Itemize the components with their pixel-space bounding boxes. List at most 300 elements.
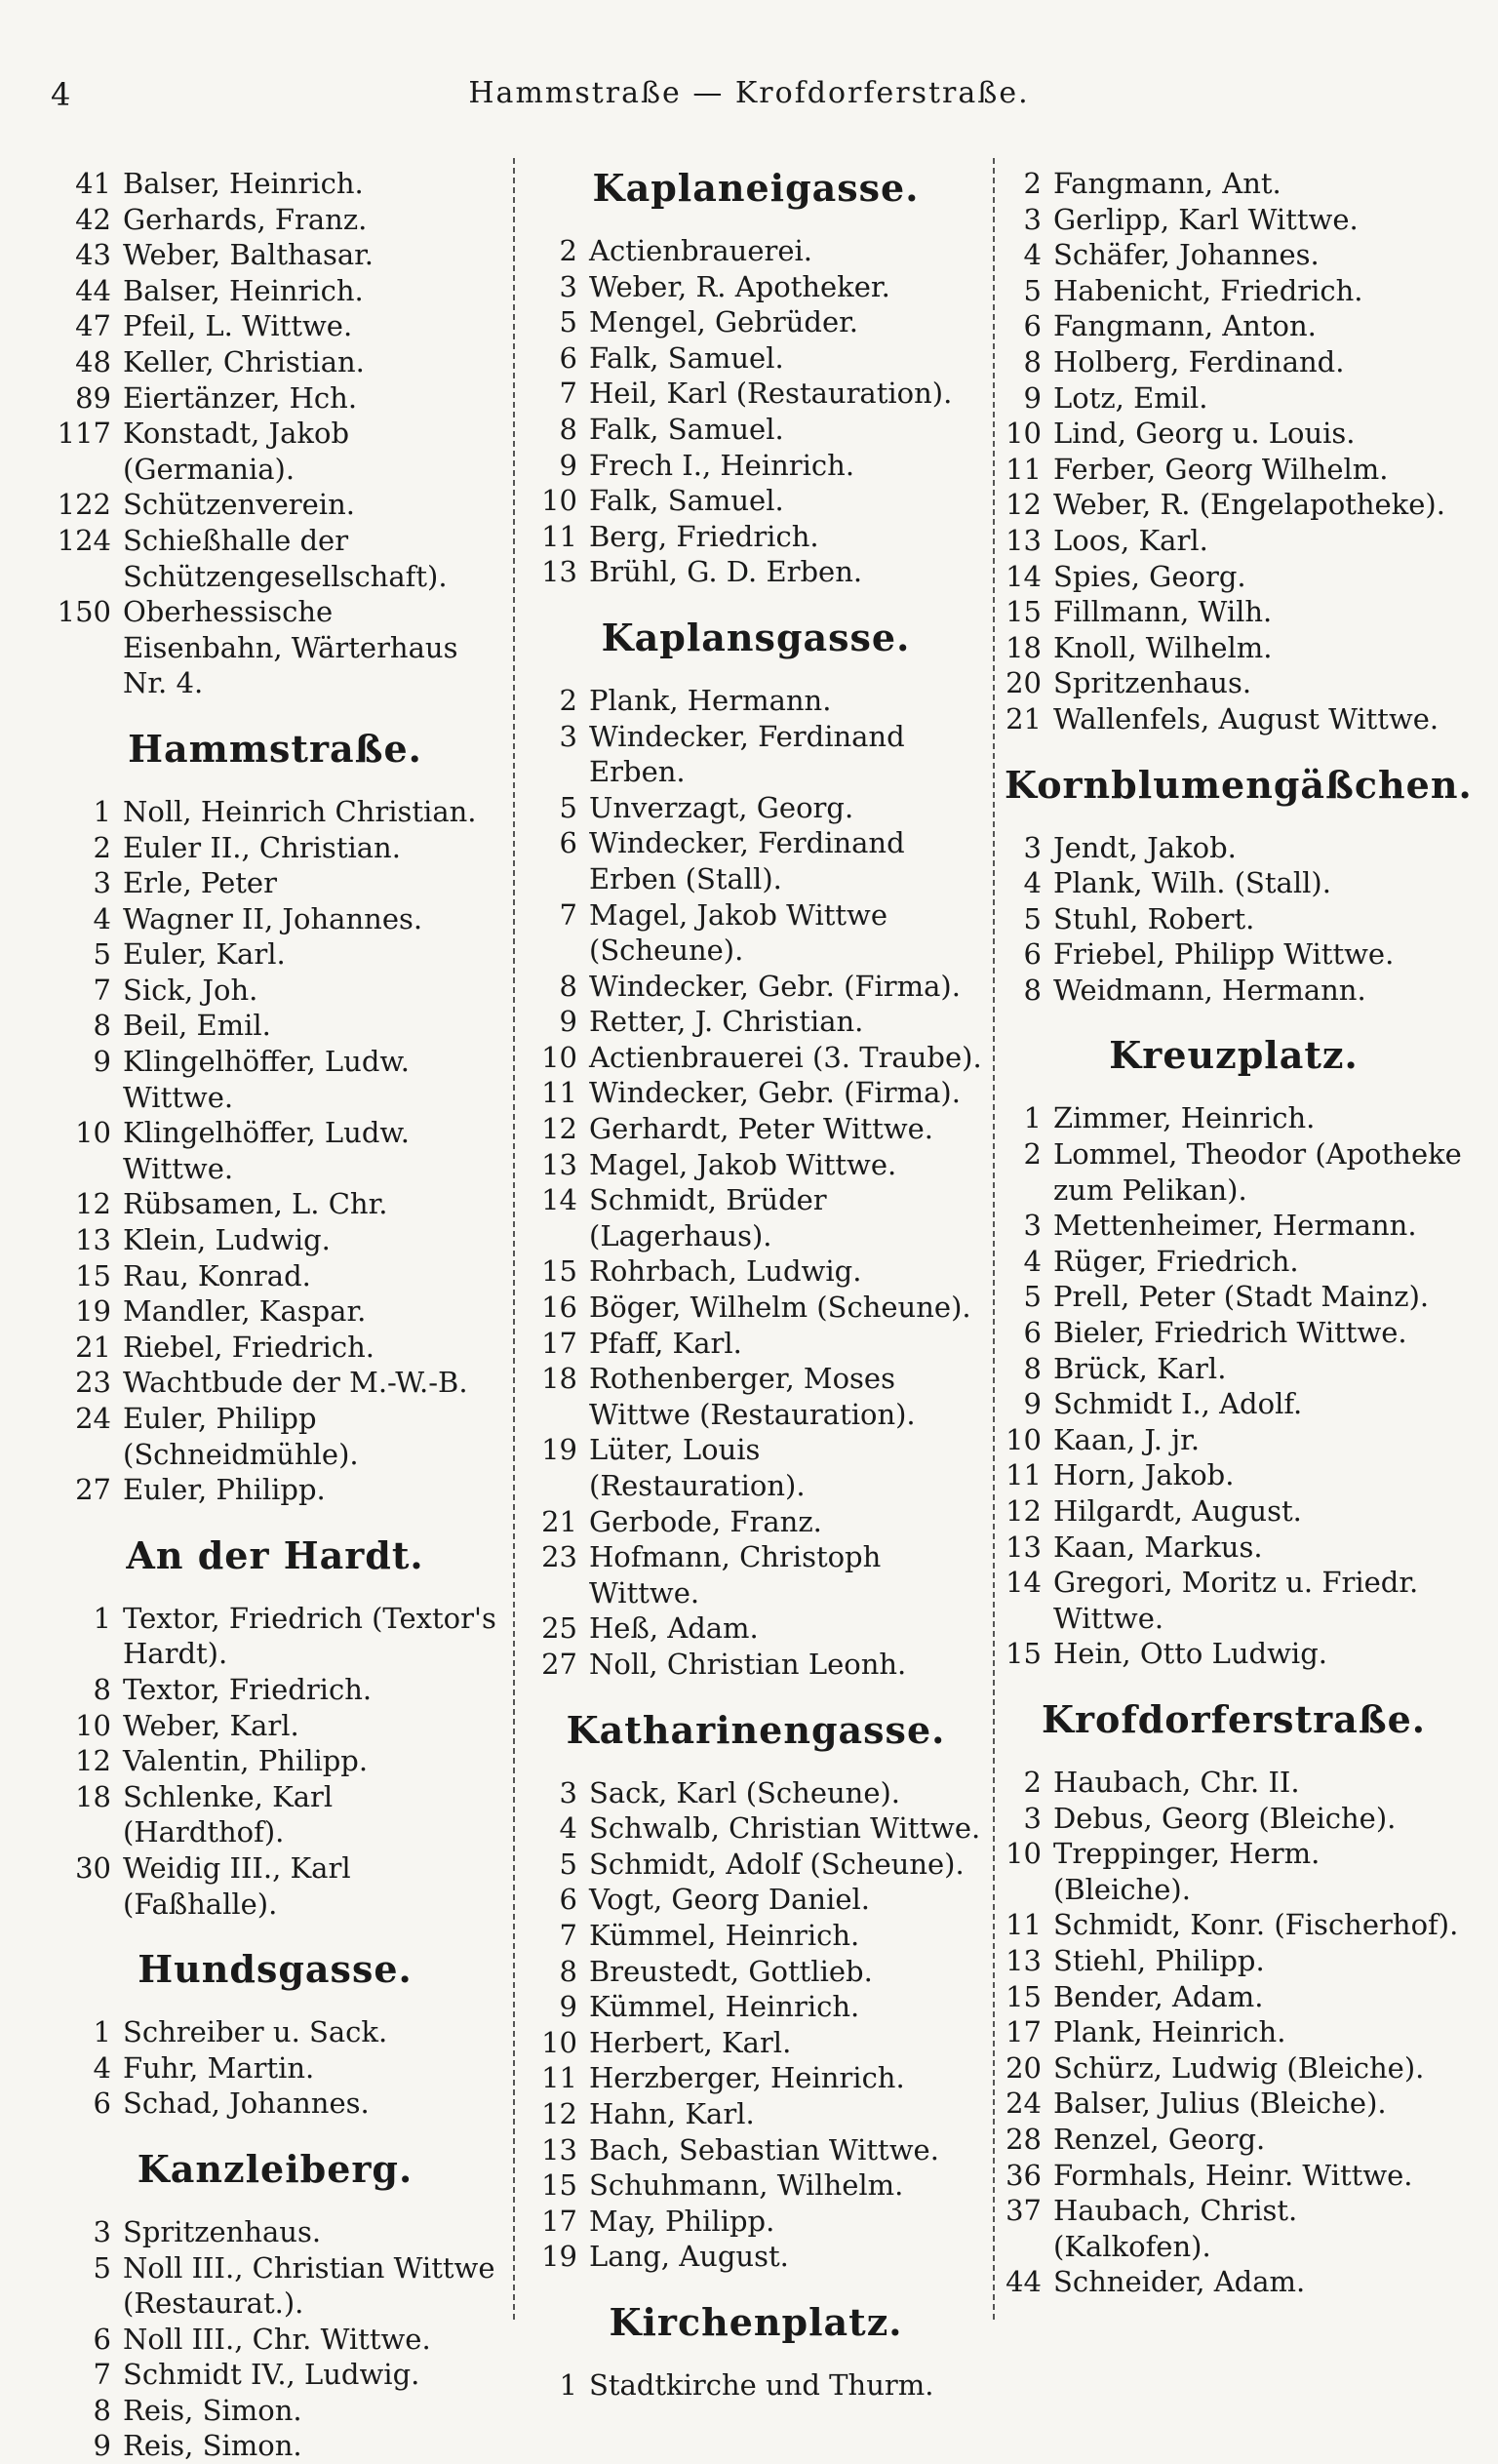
house-number: 7	[559, 1918, 577, 1952]
directory-entry	[1005, 1801, 1463, 1837]
resident-name: Lotz, Emil.	[1053, 380, 1208, 415]
street-section	[51, 727, 499, 1508]
directory-entry	[527, 1040, 985, 1076]
house-number: 7	[93, 973, 111, 1007]
resident-name: Schießhalle der Schützengesellschaft).	[123, 523, 448, 593]
directory-entry	[1005, 2193, 1463, 2264]
directory-entry	[1005, 1979, 1463, 2015]
directory-entry	[527, 2167, 985, 2204]
house-number: 17	[541, 1326, 577, 1360]
resident-name: Schwalb, Christian Wittwe.	[589, 1811, 981, 1846]
resident-name: Gerhardt, Peter Wittwe.	[589, 1112, 934, 1146]
house-number: 8	[559, 412, 577, 446]
resident-name: Schad, Johannes.	[123, 2086, 370, 2121]
resident-name: Eiertänzer, Hch.	[123, 380, 358, 415]
house-number: 20	[1005, 2050, 1042, 2085]
house-number: 150	[57, 595, 111, 629]
resident-name: Schlenke, Karl (Hardthof).	[123, 1779, 334, 1849]
resident-name: Hofmann, Christoph Wittwe.	[589, 1540, 882, 1610]
house-number: 5	[1023, 1280, 1042, 1314]
house-number: 47	[75, 309, 111, 343]
directory-entry	[51, 1222, 499, 1258]
street-title: Kornblumengäßchen.	[1005, 762, 1473, 807]
resident-name: Pfaff, Karl.	[589, 1326, 742, 1360]
resident-name: Beil, Emil.	[123, 1009, 271, 1043]
house-number: 17	[541, 2204, 577, 2238]
resident-name: Berg, Friedrich.	[589, 519, 819, 553]
house-number: 6	[1023, 937, 1042, 972]
house-number: 15	[1005, 1979, 1042, 2013]
house-number: 27	[541, 1647, 577, 1681]
resident-name: Oberhessische Eisenbahn, Wärterhaus Nr. 4.	[123, 595, 458, 700]
directory-entry	[51, 2214, 499, 2250]
directory-entry	[1005, 1136, 1463, 1208]
house-number: 11	[541, 2061, 577, 2095]
resident-name: Balser, Heinrich.	[123, 273, 364, 307]
resident-name: Pfeil, L. Wittwe.	[123, 309, 353, 343]
resident-name: Böger, Wilhelm (Scheune).	[589, 1291, 971, 1325]
directory-entry	[527, 304, 985, 340]
directory-entry	[51, 794, 499, 830]
house-number: 3	[559, 719, 577, 753]
house-number: 6	[1023, 309, 1042, 343]
directory-entry	[1005, 901, 1463, 937]
house-number: 6	[559, 826, 577, 860]
column-1	[51, 166, 499, 2464]
house-number: 6	[1023, 1316, 1042, 1350]
street-title: Kaplansgasse.	[601, 615, 911, 659]
house-number: 13	[1005, 1943, 1042, 1977]
house-number: 12	[541, 1112, 577, 1146]
resident-name: Weidmann, Hermann.	[1053, 973, 1366, 1007]
house-number: 5	[559, 305, 577, 339]
resident-name: Schützenverein.	[123, 488, 355, 522]
directory-entry	[51, 2357, 499, 2393]
house-number: 89	[75, 380, 111, 415]
column-2	[527, 166, 985, 2403]
directory-entry	[527, 1253, 985, 1290]
house-number: 3	[559, 1775, 577, 1809]
house-number: 24	[75, 1402, 111, 1435]
house-number: 11	[1005, 1908, 1042, 1942]
directory-entry	[1005, 1315, 1463, 1351]
directory-entry	[1005, 344, 1463, 380]
house-number: 7	[559, 377, 577, 411]
resident-name: Schmidt, Brüder (Lagerhaus).	[589, 1183, 827, 1252]
street-title: An der Hardt.	[126, 1532, 424, 1577]
house-number: 44	[1005, 2265, 1042, 2299]
directory-entry	[1005, 416, 1463, 452]
house-number: 18	[541, 1362, 577, 1396]
house-number: 3	[1023, 202, 1042, 236]
resident-name: Hein, Otto Ludwig.	[1053, 1637, 1327, 1671]
directory-entry	[527, 719, 985, 790]
directory-entry	[1005, 630, 1463, 666]
resident-name: Actienbrauerei (3. Traube).	[589, 1040, 982, 1074]
street-title: Krofdorferstraße.	[1041, 1696, 1427, 1741]
house-number: 8	[1023, 1351, 1042, 1385]
resident-name: Horn, Jakob.	[1053, 1458, 1235, 1492]
resident-name: Weber, R. (Engelapotheke).	[1053, 488, 1445, 522]
resident-name: Spritzenhaus.	[123, 2214, 322, 2248]
house-number: 20	[1005, 666, 1042, 700]
resident-name: Renzel, Georg.	[1053, 2122, 1266, 2156]
resident-name: Sack, Karl (Scheune).	[589, 1775, 901, 1809]
house-number: 4	[1023, 866, 1042, 900]
house-number: 11	[541, 1076, 577, 1110]
house-number: 1	[559, 2367, 577, 2402]
resident-name: Wagner II, Johannes.	[123, 901, 423, 935]
house-number: 14	[1005, 559, 1042, 593]
resident-name: Brühl, G. D. Erben.	[589, 555, 863, 589]
directory-entry	[51, 1115, 499, 1186]
house-number: 8	[559, 969, 577, 1003]
resident-name: Lüter, Louis (Restauration).	[589, 1433, 806, 1502]
resident-name: Rübsamen, L. Chr.	[123, 1187, 388, 1221]
house-number: 10	[1005, 417, 1042, 451]
directory-entry	[51, 1293, 499, 1330]
directory-entry	[51, 2014, 499, 2050]
directory-entry	[51, 973, 499, 1009]
resident-name: Windecker, Gebr. (Firma).	[589, 1076, 961, 1110]
house-number: 3	[1023, 830, 1042, 864]
street-section	[1005, 166, 1463, 737]
directory-entry	[51, 166, 499, 202]
resident-name: May, Philipp.	[589, 2204, 775, 2238]
resident-name: Plank, Wilh. (Stall).	[1053, 866, 1331, 900]
directory-entry	[527, 1004, 985, 1040]
street-section	[51, 1533, 499, 1922]
house-number: 122	[57, 488, 111, 522]
resident-name: Weber, R. Apotheker.	[589, 269, 890, 303]
house-number: 6	[559, 340, 577, 375]
directory-entry	[527, 2060, 985, 2096]
resident-name: Falk, Samuel.	[589, 412, 784, 446]
house-number: 15	[75, 1258, 111, 1292]
directory-entry	[527, 2132, 985, 2168]
directory-entry	[51, 1779, 499, 1850]
house-number: 10	[75, 1708, 111, 1742]
house-number: 12	[75, 1187, 111, 1221]
directory-entry	[1005, 380, 1463, 417]
resident-name: Schmidt I., Adolf.	[1053, 1387, 1303, 1421]
house-number: 4	[1023, 238, 1042, 272]
resident-name: Euler II., Christian.	[123, 830, 401, 864]
directory-entry	[1005, 1422, 1463, 1458]
street-title: Kreuzplatz.	[1109, 1033, 1359, 1078]
resident-name: Gerhards, Franz.	[123, 202, 368, 236]
resident-name: Textor, Friedrich.	[123, 1672, 373, 1706]
house-number: 21	[541, 1504, 577, 1538]
resident-name: Klingelhöffer, Ludw. Wittwe.	[123, 1045, 411, 1114]
house-number: 1	[93, 794, 111, 828]
directory-entry	[1005, 308, 1463, 344]
resident-name: Heß, Adam.	[589, 1611, 759, 1646]
directory-entry	[527, 1290, 985, 1326]
resident-name: Kümmel, Heinrich.	[589, 1990, 860, 2024]
directory-entry	[51, 1186, 499, 1222]
directory-entry	[51, 202, 499, 238]
directory-entry	[527, 2096, 985, 2132]
resident-name: Treppinger, Herm. (Bleiche).	[1053, 1837, 1321, 1906]
resident-name: Rüger, Friedrich.	[1053, 1244, 1299, 1278]
column-divider	[993, 158, 995, 2320]
house-number: 8	[1023, 344, 1042, 378]
directory-entry	[51, 901, 499, 937]
resident-name: Reis, Simon.	[123, 2393, 302, 2427]
resident-name: Haubach, Christ. (Kalkofen).	[1053, 2194, 1298, 2263]
resident-name: Fuhr, Martin.	[123, 2050, 315, 2085]
resident-name: Schreiber u. Sack.	[123, 2015, 388, 2049]
directory-entry	[1005, 1351, 1463, 1387]
directory-entry	[51, 1708, 499, 1744]
directory-entry	[1005, 2264, 1463, 2300]
house-number: 10	[541, 2025, 577, 2059]
directory-entry	[527, 2367, 985, 2404]
resident-name: Falk, Samuel.	[589, 340, 784, 375]
directory-entry	[1005, 2158, 1463, 2194]
directory-entry	[51, 308, 499, 344]
house-number: 12	[541, 2096, 577, 2130]
directory-entry	[1005, 2122, 1463, 2158]
resident-name: Spritzenhaus.	[1053, 666, 1252, 700]
resident-name: Bieler, Friedrich Wittwe.	[1053, 1316, 1407, 1350]
house-number: 11	[1005, 452, 1042, 486]
directory-entry	[51, 594, 499, 701]
directory-entry	[527, 2025, 985, 2061]
house-number: 5	[559, 790, 577, 824]
house-number: 41	[75, 167, 111, 200]
resident-name: Gerbode, Franz.	[589, 1504, 822, 1538]
directory-entry	[51, 273, 499, 309]
house-number: 42	[75, 202, 111, 236]
directory-entry	[51, 1365, 499, 1401]
directory-entry	[1005, 1907, 1463, 1943]
directory-entry	[527, 1775, 985, 1811]
resident-name: Jendt, Jakob.	[1053, 830, 1237, 864]
directory-entry	[527, 376, 985, 412]
directory-entry	[527, 269, 985, 305]
house-number: 9	[559, 1990, 577, 2024]
directory-entry	[527, 1847, 985, 1883]
directory-entry	[1005, 523, 1463, 559]
house-number: 13	[75, 1223, 111, 1257]
resident-name: Habenicht, Friedrich.	[1053, 273, 1363, 307]
resident-name: Falk, Samuel.	[589, 484, 784, 518]
house-number: 19	[541, 1433, 577, 1467]
resident-name: Schneider, Adam.	[1053, 2265, 1306, 2299]
house-number: 21	[75, 1330, 111, 1364]
resident-name: Schmidt IV., Ludwig.	[123, 2358, 420, 2392]
house-number: 117	[57, 417, 111, 451]
house-number: 28	[1005, 2122, 1042, 2156]
house-number: 12	[75, 1744, 111, 1778]
house-number: 3	[93, 2214, 111, 2248]
directory-entry	[51, 416, 499, 487]
house-number: 9	[1023, 1387, 1042, 1421]
column-divider	[513, 158, 515, 2320]
house-number: 2	[1023, 1137, 1042, 1172]
house-number: 3	[559, 269, 577, 303]
directory-entry	[527, 233, 985, 269]
directory-entry	[51, 1044, 499, 1115]
resident-name: Spies, Georg.	[1053, 559, 1246, 593]
directory-entry	[527, 969, 985, 1005]
directory-entry	[527, 1647, 985, 1683]
house-number: 4	[559, 1811, 577, 1846]
directory-entry	[1005, 1493, 1463, 1530]
resident-name: Ferber, Georg Wilhelm.	[1053, 452, 1389, 486]
house-number: 13	[1005, 1530, 1042, 1564]
house-number: 24	[1005, 2086, 1042, 2121]
resident-name: Euler, Karl.	[123, 937, 286, 972]
directory-entry	[51, 1601, 499, 1672]
resident-name: Lommel, Theodor (Apotheke zum Pelikan).	[1053, 1137, 1462, 1207]
directory-entry	[51, 2250, 499, 2322]
house-number: 8	[93, 1672, 111, 1706]
directory-entry	[527, 897, 985, 969]
directory-entry	[51, 523, 499, 594]
resident-name: Breustedt, Gottlieb.	[589, 1954, 873, 1988]
directory-entry	[1005, 1565, 1463, 1636]
directory-entry	[527, 1182, 985, 1253]
resident-name: Plank, Hermann.	[589, 683, 832, 717]
resident-name: Gregori, Moritz u. Friedr. Wittwe.	[1053, 1566, 1419, 1635]
directory-entry	[51, 936, 499, 973]
resident-name: Keller, Christian.	[123, 344, 365, 378]
street-title: Hammstraße.	[128, 726, 422, 771]
resident-name: Knoll, Wilhelm.	[1053, 630, 1273, 664]
resident-name: Vogt, Georg Daniel.	[589, 1883, 870, 1917]
resident-name: Lang, August.	[589, 2240, 789, 2274]
resident-name: Herzberger, Heinrich.	[589, 2061, 905, 2095]
directory-entry	[1005, 936, 1463, 973]
directory-entry	[1005, 865, 1463, 901]
resident-name: Actienbrauerei.	[589, 234, 813, 267]
directory-entry	[1005, 1208, 1463, 1244]
house-number: 1	[1023, 1101, 1042, 1135]
house-number: 19	[541, 2240, 577, 2274]
directory-entry	[527, 790, 985, 826]
house-number: 11	[541, 519, 577, 553]
resident-name: Prell, Peter (Stadt Mainz).	[1053, 1280, 1430, 1314]
directory-entry	[51, 2086, 499, 2122]
street-section	[1005, 1697, 1463, 2300]
house-number: 9	[559, 448, 577, 482]
resident-name: Euler, Philipp.	[123, 1473, 326, 1507]
house-number: 43	[75, 238, 111, 272]
resident-name: Frech I., Heinrich.	[589, 448, 855, 482]
resident-name: Konstadt, Jakob (Germania).	[123, 417, 350, 486]
street-title: Katharinengasse.	[566, 1707, 946, 1752]
resident-name: Erle, Peter	[123, 866, 277, 900]
resident-name: Bach, Sebastian Wittwe.	[589, 2132, 939, 2166]
street-section	[1005, 1033, 1463, 1672]
house-number: 37	[1005, 2194, 1042, 2228]
directory-entry	[527, 1918, 985, 1954]
directory-entry	[527, 483, 985, 519]
directory-entry	[527, 2239, 985, 2275]
directory-entry	[527, 1111, 985, 1147]
house-number: 3	[1023, 1801, 1042, 1835]
resident-name: Stuhl, Robert.	[1053, 901, 1255, 935]
directory-entry	[51, 1850, 499, 1922]
directory-entry	[527, 1882, 985, 1918]
house-number: 18	[75, 1779, 111, 1813]
resident-name: Fangmann, Ant.	[1053, 167, 1281, 200]
directory-entry	[527, 1147, 985, 1183]
directory-entry	[1005, 1100, 1463, 1136]
house-number: 21	[1005, 701, 1042, 735]
street-title: Hundsgasse.	[138, 1947, 413, 1992]
resident-name: Retter, J. Christian.	[589, 1005, 864, 1039]
directory-entry	[1005, 1943, 1463, 1979]
directory-entry	[527, 412, 985, 448]
resident-name: Stiehl, Philipp.	[1053, 1943, 1265, 1977]
directory-entry	[527, 1361, 985, 1432]
street-section	[527, 616, 985, 1683]
resident-name: Weber, Karl.	[123, 1708, 299, 1742]
house-number: 15	[541, 1254, 577, 1289]
resident-name: Textor, Friedrich (Textor's Hardt).	[123, 1601, 496, 1671]
directory-entry	[1005, 237, 1463, 273]
resident-name: Weidig III., Karl (Faßhalle).	[123, 1850, 351, 1921]
house-number: 8	[559, 1954, 577, 1988]
house-number: 10	[75, 1116, 111, 1150]
directory-entry	[1005, 1279, 1463, 1315]
directory-entry	[527, 683, 985, 719]
directory-entry	[1005, 1530, 1463, 1566]
directory-entry	[1005, 973, 1463, 1009]
resident-name: Stadtkirche und Thurm.	[589, 2367, 934, 2402]
directory-entry	[527, 1539, 985, 1610]
resident-name: Mandler, Kaspar.	[123, 1294, 367, 1329]
running-title: Hammstraße — Krofdorferstraße.	[468, 76, 1030, 110]
house-number: 48	[75, 344, 111, 378]
directory-entry	[51, 1472, 499, 1508]
resident-name: Hilgardt, August.	[1053, 1494, 1302, 1528]
directory-entry	[51, 2393, 499, 2429]
resident-name: Magel, Jakob Wittwe (Scheune).	[589, 897, 888, 968]
directory-entry	[1005, 559, 1463, 595]
house-number: 9	[93, 1045, 111, 1079]
directory-entry	[51, 2428, 499, 2464]
resident-name: Rohrbach, Ludwig.	[589, 1254, 862, 1289]
house-number: 3	[1023, 1209, 1042, 1243]
directory-entry	[51, 830, 499, 866]
house-number: 9	[1023, 380, 1042, 415]
resident-name: Mengel, Gebrüder.	[589, 305, 859, 339]
directory-entry	[51, 1330, 499, 1366]
house-number: 2	[93, 830, 111, 864]
resident-name: Noll, Heinrich Christian.	[123, 794, 477, 828]
street-title: Kaplaneigasse.	[592, 166, 920, 210]
directory-entry	[1005, 1457, 1463, 1493]
resident-name: Windecker, Ferdinand Erben (Stall).	[589, 826, 905, 895]
street-section	[527, 166, 985, 590]
house-number: 1	[93, 2015, 111, 2049]
house-number: 5	[93, 937, 111, 972]
directory-entry	[1005, 2050, 1463, 2086]
house-number: 12	[1005, 1494, 1042, 1528]
house-number: 6	[93, 2322, 111, 2356]
resident-name: Schmidt, Adolf (Scheune).	[589, 1847, 965, 1881]
resident-name: Euler, Philipp (Schneidmühle).	[123, 1402, 359, 1471]
resident-name: Formhals, Heinr. Wittwe.	[1053, 2158, 1413, 2192]
resident-name: Wachtbude der M.-W.-B.	[123, 1366, 468, 1400]
directory-entry	[51, 344, 499, 380]
house-number: 9	[93, 2429, 111, 2463]
